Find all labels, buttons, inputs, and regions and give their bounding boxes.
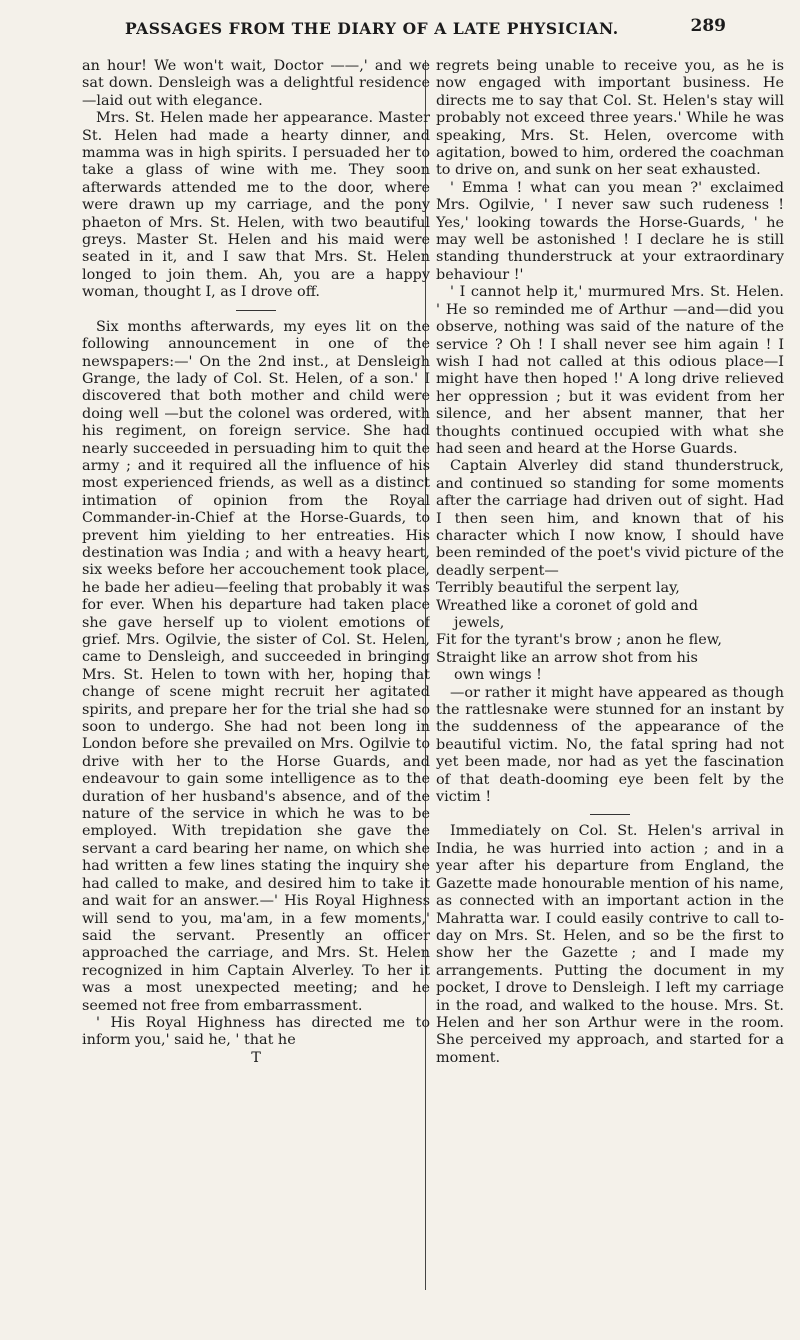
poem-line: Fit for the tyrant's brow ; anon he flew, (436, 632, 722, 649)
paragraph: Immediately on Col. St. Helen's arrival in India, he was hurried into action ; and in a year after his departure from England, the Gazette made honourable mention of his name, as connected with an important action in the Mahratta war. I could easily contrive to call to-day on Mrs. St. Helen, and so be the first to show her the Gazette ; and I made my arrangements. Putting the document in my pocket, I drove to Densleigh. I left my carriage in the road, and walked to the house. Mrs. St. Helen and her son Arthur were in the room. She perceived my approach, and started for a moment. (436, 823, 784, 1066)
paragraph: an hour! We won't wait, Doctor ——,' and we sat down. Densleigh was a delightful residence—laid out with elegance. (82, 58, 430, 109)
page-number: 289 (690, 16, 726, 36)
paragraph: ' His Royal Highness has directed me to inform you,' said he, ' that he (82, 1014, 430, 1049)
paragraph: regrets being unable to receive you, as he is now engaged with important business. He directs me to say that Col. St. Helen's stay will probably not exceed three years.' While he was speaking, Mrs. St. Helen, overcome with agitation, bowed to him, ordered the coachman to drive on, and sunk on her seat exhausted. (436, 58, 784, 179)
paragraph: —or rather it might have appeared as though the rattlesnake were stunned for an instant by the suddenness of the appearance of the beautiful victim. No, the fatal spring had not yet been made, nor had as yet the fascination of that death-dooming eye been felt by the victim ! (436, 684, 784, 806)
page-header (0, 16, 800, 46)
poem-line: own wings ! (454, 667, 542, 684)
paragraph: Mrs. St. Helen made her appearance. Master St. Helen had made a hearty dinner, and mamma was in high spirits. I persuaded her to take a glass of wine with me. They soon afterwards attended me to the door, where were drawn up my carriage, and the pony phaeton of Mrs. St. Helen, with two beautiful greys. Master St. Helen and his maid were seated in it, and I saw that Mrs. St. Helen longed to join them. Ah, you are a happy woman, thought I, as I drove off. (82, 110, 430, 301)
poem-line: Straight like an arrow shot from his (436, 649, 698, 666)
poem-quote (436, 580, 784, 684)
paragraph: Six months afterwards, my eyes lit on the following announcement in one of the newspapers:—' On the 2nd inst., at Densleigh Grange, the lady of Col. St. Helen, of a son.' I discovered that both mother and child were doing well —but the colonel was ordered, with his regiment, on foreign service. She had nearly succeeded in persuading him to quit the army ; and it required all the influence of his most experienced friends, as well as a distinct intimation of opinion from the Royal Commander-in-Chief at the Horse-Guards, to prevent him yielding to her entreaties. His destination was India ; and with a heavy heart, six weeks before her accouchement took place, he bade her adieu—feeling that probably it was for ever. When his departure had taken place she gave herself up to violent emotions of grief. Mrs. Ogilvie, the sister of Col. St. Helen, came to Densleigh, and succeeded in bringing Mrs. St. Helen to town with her, hoping that change of scene might recruit her agitated spirits, and prepare her for the trial she had so soon to undergo. She had not been long in London before she prevailed on Mrs. Ogilvie to drive with her to the Horse Guards, and endeavour to gain some intelligence as to the duration of her husband's absence, and of the nature of the service in which he was to be employed. With trepidation she gave the servant a card bearing her name, on which she had written a few lines stating the inquiry she had called to make, and desired him to take it and wait for an answer.—' His Royal Highness will send to you, ma'am, in a few moments,' said the servant. Presently an officer approached the carriage, and Mrs. St. Helen recognized in him Captain Alverley. To her it was a most unexpected meeting; and he seemed not free from embarrassment. (82, 318, 430, 1014)
paragraph: ' I cannot help it,' murmured Mrs. St. Helen. ' He so reminded me of Arthur —and—did you observe, nothing was said of the nature of the service ? Oh ! I shall never see him again ! I wish I had not called at this odious place—I might have then hoped !' A long drive relieved her oppression ; but it was evident from her silence, and her absent manner, that her thoughts continued occupied with what she had seen and heard at the Horse Guards. (436, 284, 784, 457)
section-separator (590, 814, 630, 815)
right-column (436, 58, 784, 1320)
paragraph: Captain Alverley did stand thunderstruck, and continued so standing for some moments after the carriage had driven out of sight. Had I then seen him, and known that of his character which I now know, I should have been reminded of the poet's vivid picture of the deadly serpent— (436, 458, 784, 579)
signature-mark: T (251, 1049, 261, 1066)
poem-line: Terribly beautiful the serpent lay, (436, 580, 680, 597)
running-title: PASSAGES FROM THE DIARY OF A LATE PHYSICIAN. (125, 19, 619, 38)
left-column (82, 58, 430, 1320)
poem-line: Wreathed like a coronet of gold and (436, 597, 698, 614)
poem-line: jewels, (454, 615, 505, 631)
section-separator (236, 310, 276, 311)
paragraph: ' Emma ! what can you mean ?' exclaimed Mrs. Ogilvie, ' I never saw such rudeness ! Yes,' looking towards the Horse-Guards, ' he may well be astonished ! I declare he is still standing thunderstruck at your extraordinary behaviour !' (436, 179, 784, 283)
